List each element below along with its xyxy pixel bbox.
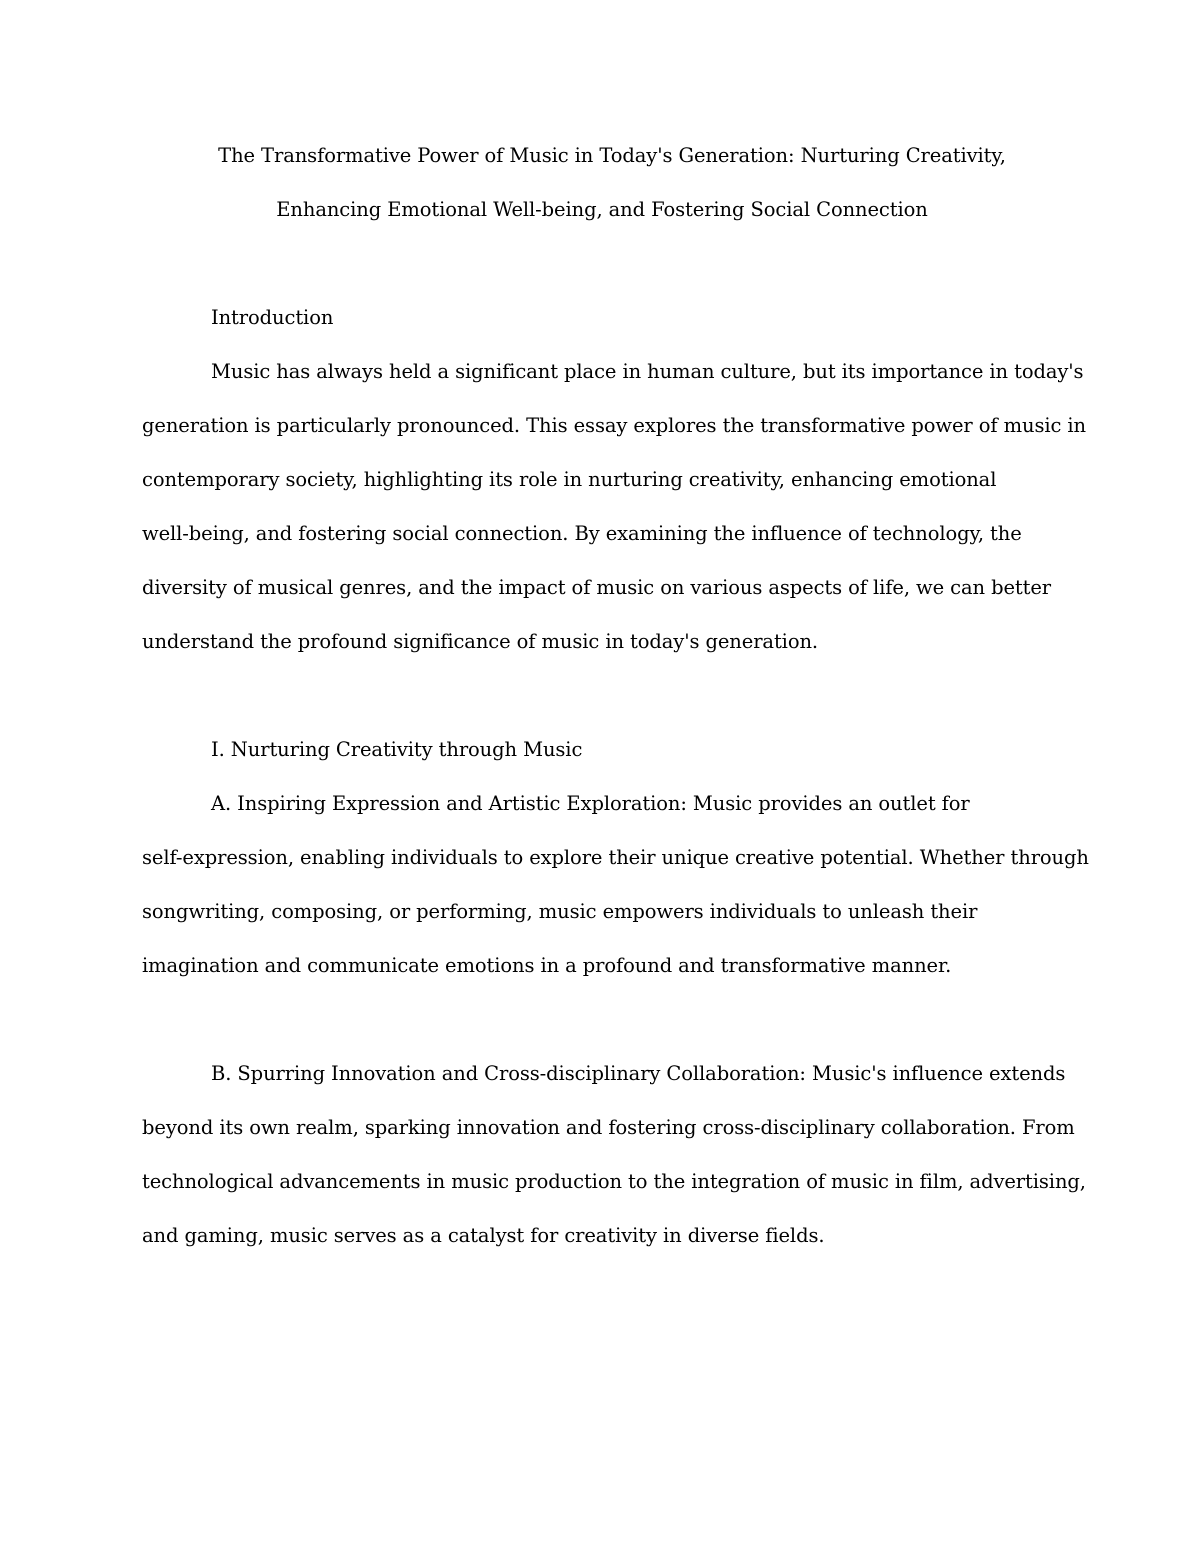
spacer [142,993,1062,1047]
paragraph-line: songwriting, composing, or performing, music empowers individuals to unleash their [142,900,978,923]
paragraph-line: B. Spurring Innovation and Cross-disciplinary Collaboration: Music's influence extends [211,1062,1066,1085]
paragraph-line: imagination and communicate emotions in a profound and transformative manner. [142,954,952,977]
paragraph-line: Music has always held a significant place in human culture, but its importance in today's [211,360,1084,383]
spacer [142,237,1062,291]
paragraph-line: technological advancements in music production to the integration of music in film, advertising, [142,1170,1086,1193]
paragraph-line: contemporary society, highlighting its role in nurturing creativity, enhancing emotional [142,468,997,491]
subsection-a-paragraph [142,777,1089,993]
paragraph-line: well-being, and fostering social connection. By examining the influence of technology, the [142,522,1022,545]
paragraph-line: A. Inspiring Expression and Artistic Exploration: Music provides an outlet for [211,792,970,815]
spacer [142,669,1062,723]
subsection-b-paragraph [142,1047,1086,1263]
title-line-1: The Transformative Power of Music in Today's Generation: Nurturing Creativity, [218,144,1006,167]
paragraph-line: self-expression, enabling individuals to explore their unique creative potential. Whether through [142,846,1089,869]
document-body [142,129,1089,1263]
paragraph-line: generation is particularly pronounced. This essay explores the transformative power of music in [142,414,1087,437]
section-1-heading: I. Nurturing Creativity through Music [211,738,583,761]
introduction-paragraph [142,345,1087,669]
paragraph-line: beyond its own realm, sparking innovation and fostering cross-disciplinary collaboration. From [142,1116,1075,1139]
introduction-heading: Introduction [211,306,334,329]
paragraph-line: and gaming, music serves as a catalyst for creativity in diverse fields. [142,1224,825,1247]
paragraph-line: understand the profound significance of music in today's generation. [142,630,819,653]
title-line-2: Enhancing Emotional Well-being, and Fostering Social Connection [276,198,928,221]
paragraph-line: diversity of musical genres, and the impact of music on various aspects of life, we can better [142,576,1052,599]
document-title [142,129,1062,237]
